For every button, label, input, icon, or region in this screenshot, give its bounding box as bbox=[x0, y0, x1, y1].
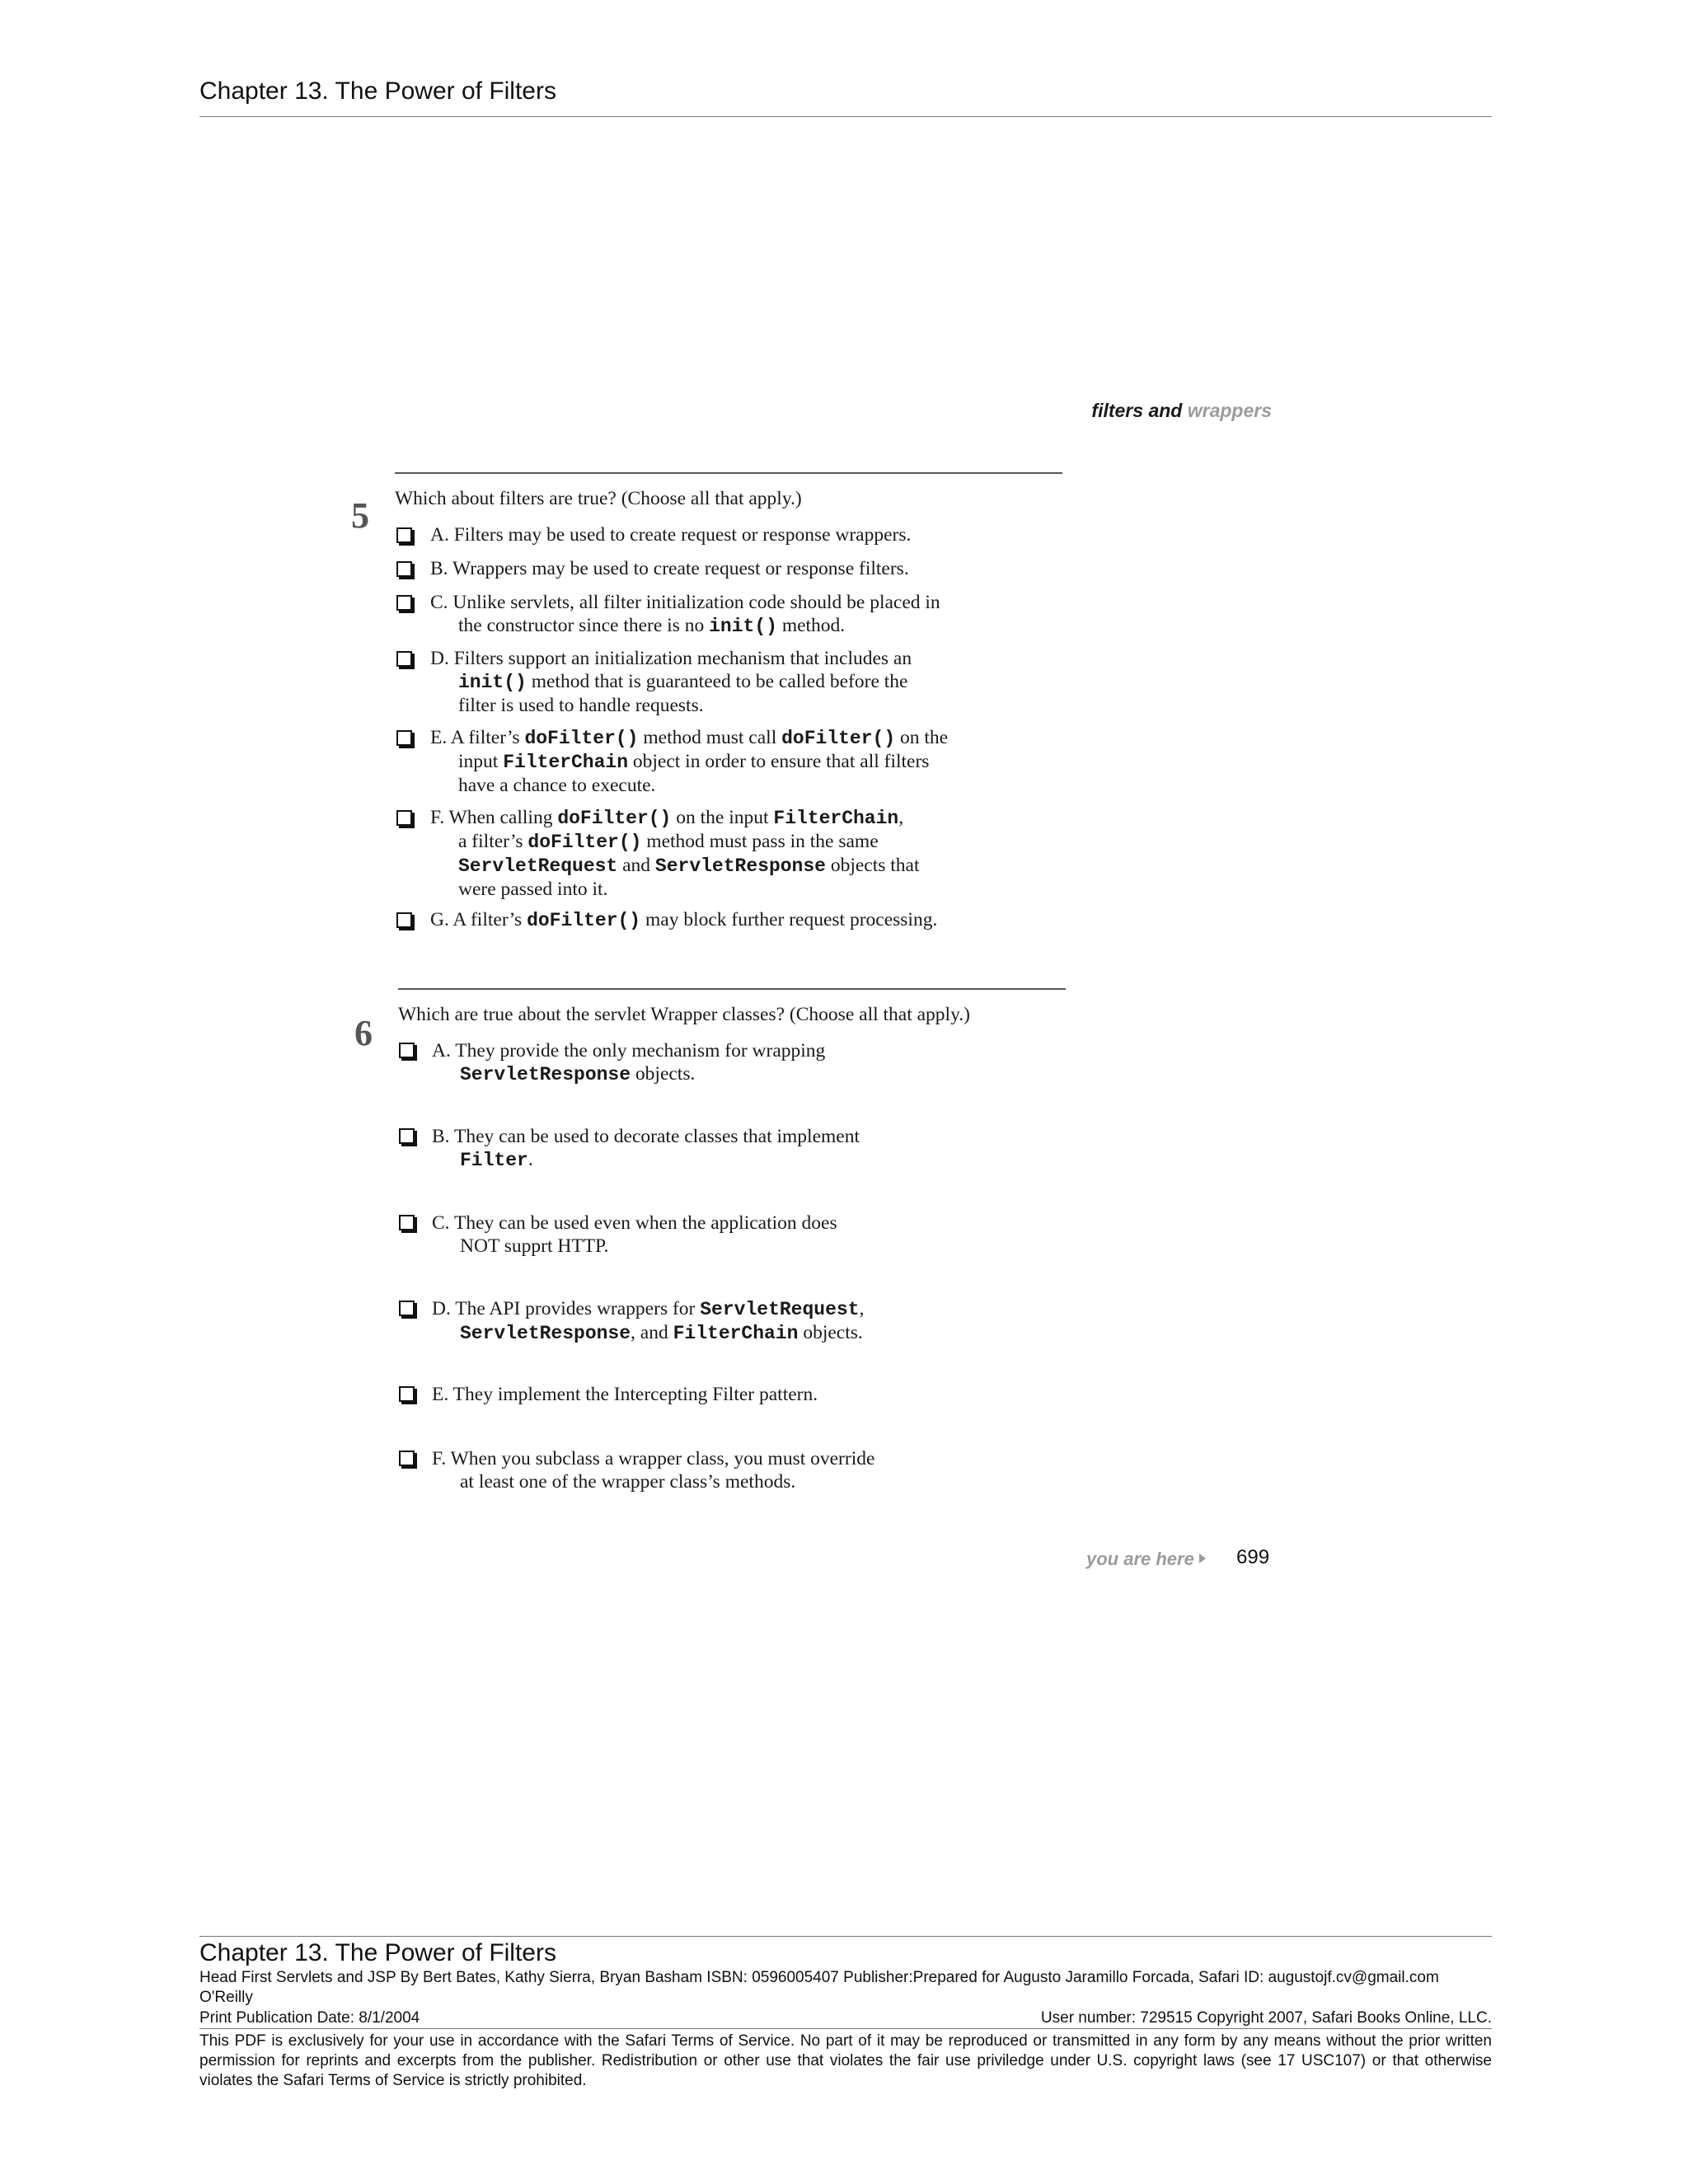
footer-terms-notice: This PDF is exclusively for your use in accordance with the Safari Terms of Service. No part of it may be reproduced or transmitted in any form by any means without the prior written permission for reprints and excerpts from the publisher. Redistribution or other use that violates the fair use priviledge under U.S. copyright laws (see 17 USC107) or that otherwise violates the Safari Terms of Service is strictly prohibited. bbox=[199, 2032, 1492, 2089]
option-q6-a-line-1: A. They provide the only mechanism for wrapping bbox=[432, 1040, 826, 1062]
option-q6-f-line-1: F. When you subclass a wrapper class, you must override bbox=[432, 1448, 875, 1469]
option-q5-c-line-1: C. Unlike servlets, all filter initialization code should be placed in bbox=[430, 592, 940, 613]
option-q6-e bbox=[432, 1383, 818, 1406]
option-q6-e-text: E. They implement the Intercepting Filter pattern. bbox=[432, 1384, 818, 1405]
option-q6-c-line-1: C. They can be used even when the application does bbox=[432, 1212, 837, 1234]
option-q5-d-line-2: init() method that is guaranteed to be called before the bbox=[458, 671, 908, 693]
option-q6-b bbox=[432, 1125, 860, 1172]
footer-publisher: O'Reilly bbox=[199, 1989, 253, 2006]
option-q6-f bbox=[432, 1447, 874, 1493]
option-q5-b-text: B. Wrappers may be used to create request or response filters. bbox=[430, 558, 909, 579]
footer-chapter-title: Chapter 13. The Power of Filters bbox=[199, 1939, 556, 1966]
running-head-gray: wrappers bbox=[1187, 400, 1272, 421]
option-q5-d-line-3: filter is used to handle requests. bbox=[458, 695, 704, 716]
option-q6-c bbox=[432, 1212, 837, 1258]
option-q6-d-line-2: ServletResponse, and FilterChain objects. bbox=[460, 1322, 863, 1344]
checkbox-q5-f[interactable] bbox=[396, 810, 412, 826]
option-q5-d bbox=[430, 647, 912, 717]
question-5-divider bbox=[395, 472, 1062, 474]
option-q5-f-line-3: ServletRequest and ServletResponse objects that bbox=[458, 855, 920, 877]
option-q5-f-line-4: were passed into it. bbox=[458, 879, 608, 900]
checkbox-q5-c[interactable] bbox=[396, 595, 412, 611]
footer-book-line: Head First Servlets and JSP By Bert Bates, Kathy Sierra, Bryan Basham ISBN: 0596005407 Publisher:Prepared for Augusto Jaramillo Forcada, Safari ID: augustojf.cv@gmail.com bbox=[199, 1969, 1439, 1986]
right-triangle-icon bbox=[1199, 1554, 1206, 1563]
you-are-here-label: you are here bbox=[1086, 1549, 1194, 1569]
option-q5-b bbox=[430, 557, 909, 580]
checkbox-q5-d[interactable] bbox=[396, 651, 412, 667]
option-q5-a bbox=[430, 523, 911, 546]
option-q5-f bbox=[430, 806, 920, 901]
option-q5-f-line-1: F. When calling doFilter() on the input FilterChain, bbox=[430, 807, 904, 829]
header-divider bbox=[199, 116, 1492, 117]
question-6-prompt: Which are true about the servlet Wrapper classes? (Choose all that apply.) bbox=[398, 1004, 970, 1025]
option-q6-a bbox=[432, 1039, 825, 1086]
option-q5-e-line-2: input FilterChain object in order to ensure that all filters bbox=[458, 751, 930, 773]
question-5-number: 5 bbox=[351, 495, 369, 536]
option-q6-d bbox=[432, 1297, 864, 1345]
option-q5-d-line-1: D. Filters support an initialization mechanism that includes an bbox=[430, 648, 912, 669]
checkbox-q5-b[interactable] bbox=[396, 561, 412, 577]
question-5-prompt: Which about filters are true? (Choose all that apply.) bbox=[395, 488, 802, 509]
option-q5-e-line-3: have a chance to execute. bbox=[458, 775, 656, 796]
question-6-divider bbox=[398, 988, 1066, 990]
option-q6-b-line-1: B. They can be used to decorate classes that implement bbox=[432, 1126, 860, 1147]
option-q5-g-text: G. A filter’s doFilter() may block further request processing. bbox=[430, 909, 938, 931]
footer-top-divider bbox=[199, 1936, 1492, 1937]
option-q5-a-text: A. Filters may be used to create request or response wrappers. bbox=[430, 524, 912, 546]
option-q6-c-line-2: NOT supprt HTTP. bbox=[460, 1235, 609, 1257]
checkbox-q6-d[interactable] bbox=[399, 1301, 415, 1316]
option-q5-c bbox=[430, 591, 940, 638]
running-head bbox=[1091, 400, 1272, 422]
option-q5-f-line-2: a filter’s doFilter() method must pass in the same bbox=[458, 831, 879, 853]
footer-user-line: User number: 729515 Copyright 2007, Safari Books Online, LLC. bbox=[1040, 2009, 1492, 2027]
option-q6-d-line-1: D. The API provides wrappers for ServletRequest, bbox=[432, 1298, 865, 1320]
footer-bottom-divider bbox=[199, 2028, 1492, 2029]
option-q5-e bbox=[430, 726, 948, 797]
checkbox-q6-f[interactable] bbox=[399, 1451, 415, 1466]
checkbox-q6-e[interactable] bbox=[399, 1386, 415, 1402]
checkbox-q5-e[interactable] bbox=[396, 730, 412, 746]
checkbox-q6-a[interactable] bbox=[399, 1043, 415, 1058]
option-q6-a-line-2: ServletResponse objects. bbox=[460, 1063, 696, 1085]
option-q5-c-line-2: the constructor since there is no init() method. bbox=[458, 615, 846, 637]
running-head-bold: filters and bbox=[1091, 400, 1183, 421]
page-number: 699 bbox=[1236, 1546, 1270, 1568]
page-header-title: Chapter 13. The Power of Filters bbox=[199, 77, 556, 105]
question-6-number: 6 bbox=[354, 1013, 373, 1053]
checkbox-q5-a[interactable] bbox=[396, 527, 412, 543]
option-q6-b-line-2: Filter. bbox=[460, 1149, 533, 1171]
checkbox-q6-c[interactable] bbox=[399, 1215, 415, 1230]
checkbox-q5-g[interactable] bbox=[396, 912, 412, 928]
checkbox-q6-b[interactable] bbox=[399, 1128, 415, 1144]
option-q6-f-line-2: at least one of the wrapper class’s methods. bbox=[460, 1471, 796, 1493]
option-q5-e-line-1: E. A filter’s doFilter() method must call doFilter() on the bbox=[430, 727, 949, 749]
footer-publication-date: Print Publication Date: 8/1/2004 bbox=[199, 2009, 420, 2027]
option-q5-g bbox=[430, 908, 937, 932]
